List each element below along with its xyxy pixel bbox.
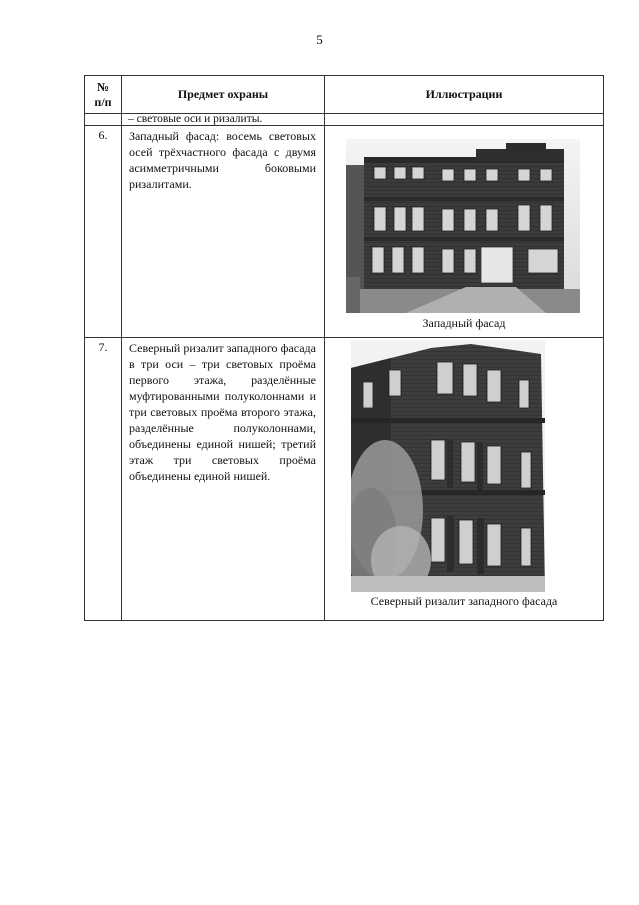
row-illustration-cell — [325, 338, 604, 621]
table-row — [85, 338, 604, 621]
header-subject: Предмет охраны — [122, 76, 325, 114]
table-row — [85, 126, 604, 338]
continuation-num-cell — [85, 114, 122, 126]
row-subject-text: Северный ризалит западного фасада в три оси – три световых проёма первого этажа, разделённые муфтированными полуколоннами и три световых проёма второго этажа, разделённые полуколоннами, объединены единой нишей; третий этаж три световых проёма объединены единой нишей. — [129, 341, 316, 483]
row-subject-text: Западный фасад: восемь световых осей трёхчастного фасада с двумя асимметричными боковыми ризалитами. — [129, 129, 316, 191]
west-facade-image — [346, 139, 580, 313]
row-caption: Северный ризалит западного фасада — [370, 594, 558, 608]
protection-table — [84, 75, 604, 621]
row-subject-cell — [122, 126, 325, 338]
row-caption: Западный фасад — [422, 316, 506, 330]
header-number-label: № п/п — [94, 79, 112, 109]
page-number: 5 — [316, 32, 323, 47]
row-subject-cell — [122, 338, 325, 621]
row-illustration-cell — [325, 126, 604, 338]
continuation-text: – световые оси и ризалиты. — [122, 114, 325, 126]
continuation-row — [85, 114, 604, 126]
header-illustrations: Иллюстрации — [325, 76, 604, 114]
row-number: 6. — [85, 126, 122, 338]
north-risalit-photo — [325, 338, 603, 592]
west-facade-photo — [325, 126, 603, 313]
header-number — [85, 76, 122, 114]
north-risalit-image — [351, 340, 545, 592]
table-header-row — [85, 76, 604, 114]
continuation-ill-cell — [325, 114, 604, 126]
row-number: 7. — [85, 338, 122, 621]
